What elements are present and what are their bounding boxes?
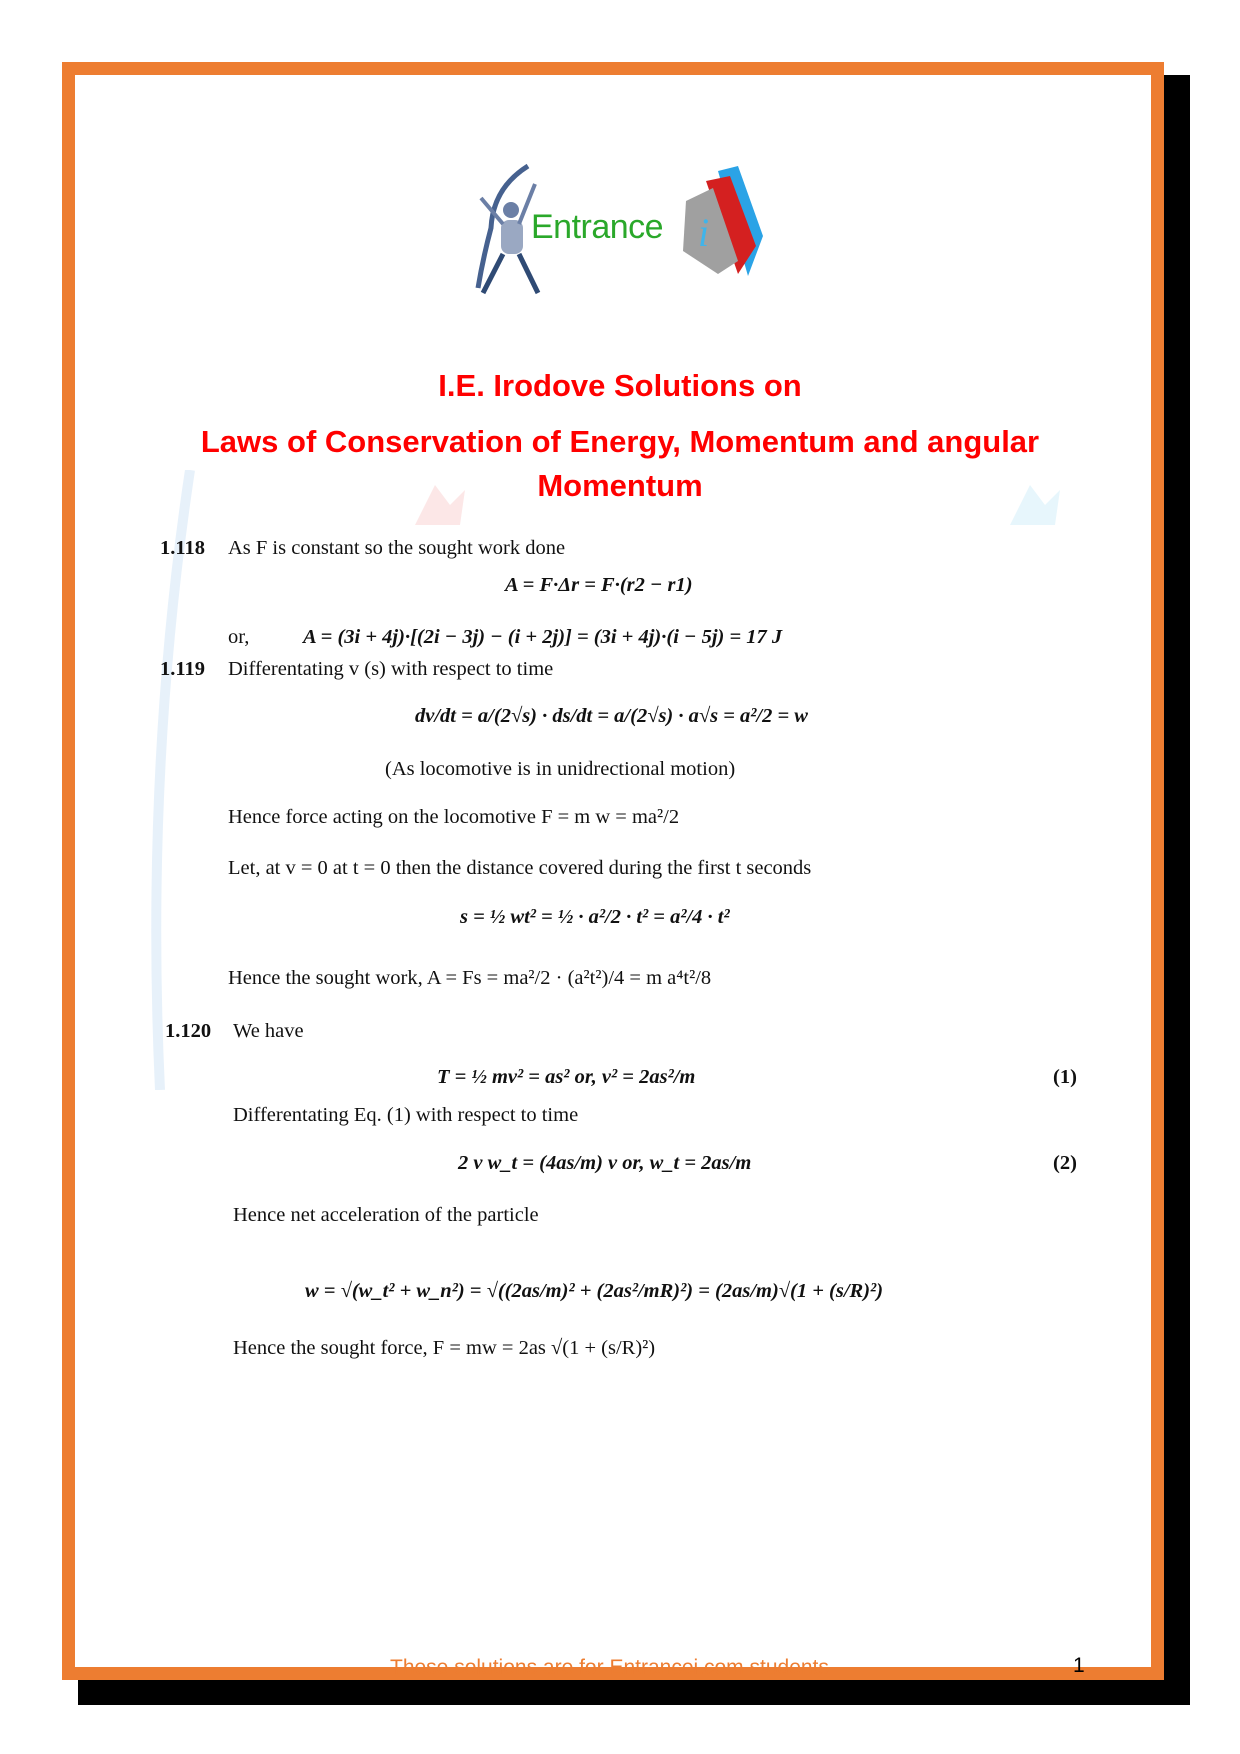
page-number: 1: [1073, 1654, 1085, 1677]
logo-text: Entrance: [531, 208, 664, 246]
equation-number-1: (1): [1053, 1066, 1077, 1088]
title-line-3: Momentum: [537, 468, 703, 503]
problem-1119-let-line: Let, at v = 0 at t = 0 then the distance covered during the first t seconds: [228, 857, 812, 879]
problem-1119-work-line: Hence the sought work, A = Fs = ma²/2 · (a²t²)/4 = m a⁴t²/8: [228, 967, 712, 989]
problem-1118-or-label: or,: [228, 626, 250, 648]
footer-text: These solutions are for Entrancei.com students: [390, 1656, 829, 1679]
problem-1119-eq1: dv/dt = a/(2√s) · ds/dt = a/(2√s) · a√s = a²/2 = w: [415, 705, 808, 727]
entrancei-logo: [473, 158, 768, 298]
problem-1119-intro: Differentating v (s) with respect to time: [228, 658, 554, 680]
problem-1119-force-line: Hence force acting on the locomotive F = m w = ma²/2: [228, 806, 680, 828]
problem-number-1118: 1.118: [160, 537, 205, 559]
problem-1120-force-line: Hence the sought force, F = mw = 2as √(1 + (s/R)²): [233, 1337, 656, 1359]
problem-1119-eq-s: s = ½ wt² = ½ · a²/2 · t² = a²/4 · t²: [460, 906, 730, 928]
problem-1120-net-line: Hence net acceleration of the particle: [233, 1204, 539, 1226]
folder-i-icon: [678, 166, 768, 276]
problem-1118-eq2: A = (3i + 4j)·[(2i − 3j) − (i + 2j)] = (3i + 4j)·(i − 5j) = 17 J: [303, 626, 783, 648]
problem-1120-intro: We have: [233, 1020, 304, 1042]
problem-1120-eq3: w = √(w_t² + w_n²) = √((2as/m)² + (2as²/mR)²) = (2as/m)√(1 + (s/R)²): [305, 1280, 884, 1302]
problem-1118-eq1: A = F·Δr = F·(r2 − r1): [505, 574, 693, 596]
problem-1120-eq1: T = ½ mv² = as² or, v² = 2as²/m: [437, 1066, 696, 1088]
problem-1118-intro: As F is constant so the sought work done: [228, 537, 566, 559]
problem-1120-eq2: 2 v w_t = (4as/m) v or, w_t = 2as/m: [458, 1152, 752, 1174]
equation-number-2: (2): [1053, 1152, 1077, 1174]
problem-number-1119: 1.119: [160, 658, 205, 680]
title-line-2: Laws of Conservation of Energy, Momentum and angular: [200, 424, 1040, 459]
svg-text:i: i: [698, 210, 710, 255]
watermark-left: [140, 470, 200, 1090]
problem-number-1120: 1.120: [165, 1020, 212, 1042]
problem-1120-diff-line: Differentating Eq. (1) with respect to time: [233, 1104, 579, 1126]
title-line-1: I.E. Irodove Solutions on: [438, 368, 802, 403]
problem-1119-note: (As locomotive is in unidrectional motion): [385, 758, 736, 780]
